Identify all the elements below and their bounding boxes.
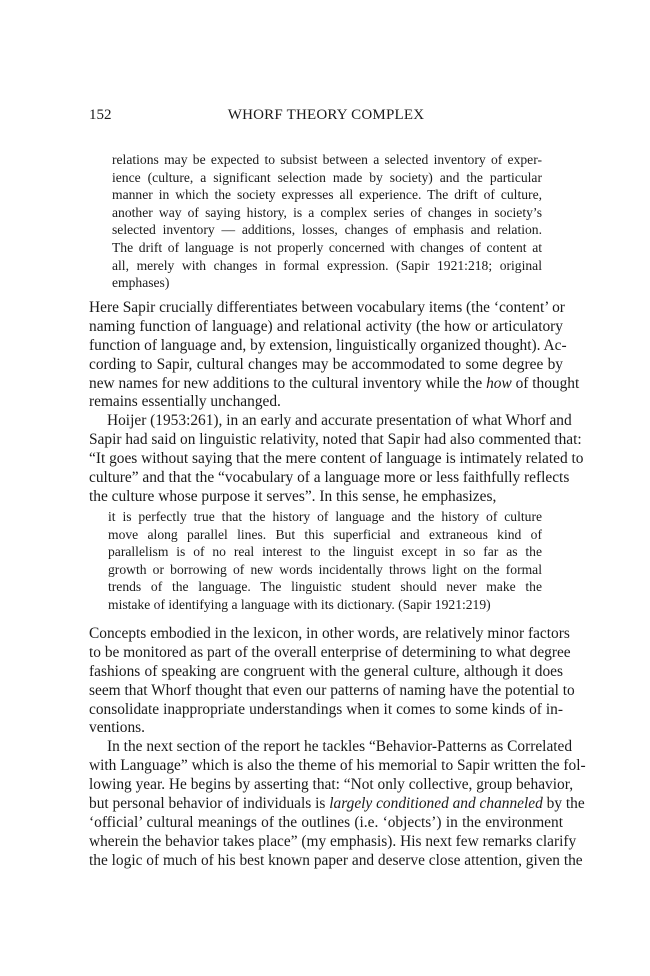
text-line: ventions. xyxy=(89,719,146,737)
quote-line: relations may be expected to subsist between a selected inventory of exper- xyxy=(112,152,542,167)
quote-line: ience (culture, a significant selection made by society) and the particular xyxy=(112,169,542,185)
quote-line: growth or borrowing of new words incidentally throws light on the formal xyxy=(108,561,542,577)
text-line: wherein the behavior takes place” (my emphasis). His next few remarks clarify xyxy=(89,832,577,850)
text-line: Sapir had said on linguistic relativity, noted that Sapir had also commented that: xyxy=(89,431,582,449)
quote-line: mistake of identifying a language with its dictionary. (Sapir 1921:219) xyxy=(108,596,491,612)
text-line: Concepts embodied in the lexicon, in other words, are relatively minor factors xyxy=(89,625,570,642)
text-line: culture” and that the “vocabulary of a language more or less faithfully reflects xyxy=(89,469,570,487)
quote-line: parallelism is of no real interest to the linguist except in so far as the xyxy=(108,544,542,560)
running-head: WHORF THEORY COMPLEX xyxy=(227,107,425,123)
text-line: lowing year. He begins by asserting that: “Not only collective, group behavior, xyxy=(89,776,574,794)
block-quote-sapir-1921-219 xyxy=(108,508,542,614)
text-line: In the next section of the report he tackles “Behavior-Patterns as Correlated xyxy=(107,738,573,756)
body-paragraphs-1 xyxy=(89,299,584,507)
quote-line: The drift of language is not properly concerned with changes of content at xyxy=(112,239,542,255)
text-line: seem that Whorf thought that even our patterns of naming have the potential to xyxy=(89,681,575,699)
text-line: with Language” which is also the theme of his memorial to Sapir written the fol- xyxy=(89,757,586,775)
text-line: ‘official’ cultural meanings of the outlines (i.e. ‘objects’) in the environment xyxy=(89,813,563,831)
page-header xyxy=(89,104,563,126)
text-line xyxy=(89,795,585,814)
emphasis-how: how xyxy=(486,374,512,392)
block-quote-sapir-1921-218 xyxy=(112,151,542,292)
text-line xyxy=(89,374,580,394)
text-line: consolidate inappropriate understandings when it comes to some kinds of in- xyxy=(89,700,563,718)
text-fragment: of thought xyxy=(511,374,580,392)
text-line: the logic of much of his best known paper and deserve close attention, given the xyxy=(89,851,583,869)
quote-line: move along parallel lines. But this superficial and extraneous kind of xyxy=(108,526,542,542)
quote-line: it is perfectly true that the history of language and the history of culture xyxy=(108,509,542,524)
text-line: the culture whose purpose it serves”. In this sense, he emphasizes, xyxy=(89,487,497,505)
quote-line: manner in which the society expresses all experience. The drift of culture, xyxy=(112,187,542,203)
text-line: function of language and, by extension, linguistically organized thought). Ac- xyxy=(89,336,567,354)
quote-line: trends of the language. The linguistic student should never make the xyxy=(108,579,542,595)
text-fragment: new names for new additions to the cultural inventory while the xyxy=(89,374,487,392)
quote-line: all, merely with changes in formal expression. (Sapir 1921:218; original xyxy=(112,257,542,273)
quote-line: selected inventory — additions, losses, changes of emphasis and relation. xyxy=(112,222,542,238)
text-line: Here Sapir crucially differentiates between vocabulary items (the ‘content’ or xyxy=(89,299,565,316)
text-line: to be monitored as part of the overall enterprise of determining to what degree xyxy=(89,643,571,661)
text-line: Hoijer (1953:261), in an early and accurate presentation of what Whorf and xyxy=(107,412,572,430)
quote-line: emphases) xyxy=(112,275,170,291)
text-line: cording to Sapir, cultural changes may be accommodated to some degree by xyxy=(89,355,563,373)
quote-line: another way of saying history, is a complex series of changes in society’s xyxy=(112,204,542,220)
text-line: naming function of language) and relational activity (the how or articulatory xyxy=(89,317,563,335)
page-number: 152 xyxy=(89,107,112,123)
text-line: remains essentially unchanged. xyxy=(89,393,281,411)
text-line: fashions of speaking are congruent with the general culture, although it does xyxy=(89,662,563,680)
text-fragment: by the xyxy=(542,795,585,813)
emphasis-largely-conditioned: largely conditioned and channeled xyxy=(329,795,543,813)
body-paragraphs-2 xyxy=(89,625,586,871)
text-fragment: but personal behavior of individuals is xyxy=(89,795,330,813)
text-line: “It goes without saying that the mere content of language is intimately related to xyxy=(89,450,584,468)
